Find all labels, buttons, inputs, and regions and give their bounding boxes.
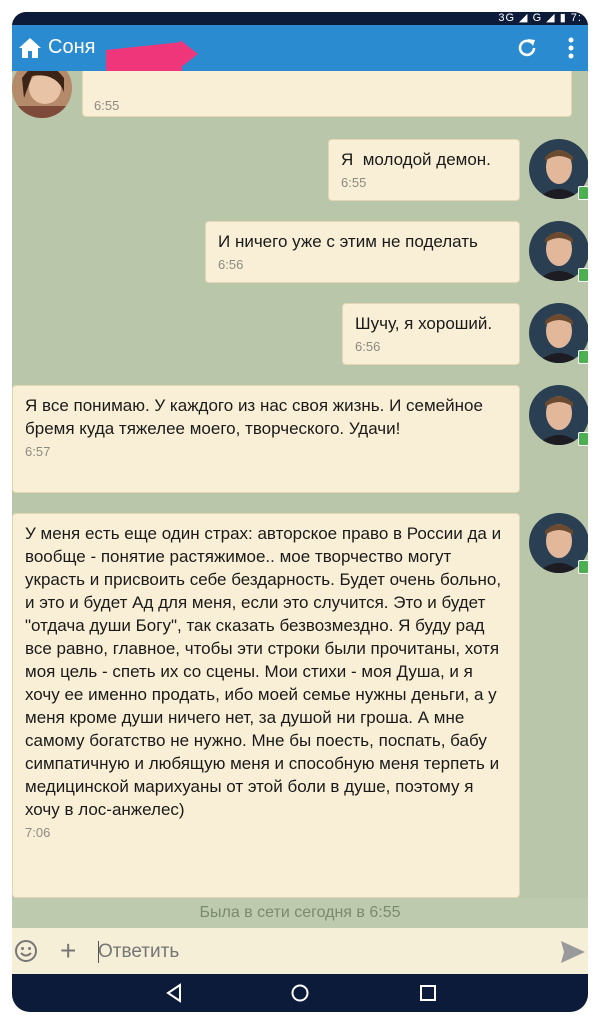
message-time: 6:56 (218, 257, 244, 272)
message-composer (12, 928, 588, 974)
message-time: 6:55 (341, 175, 367, 190)
status-indicators: 3G ◢ G ◢ ▮ 7: (498, 12, 582, 24)
online-indicator (578, 560, 588, 574)
back-icon[interactable] (164, 983, 184, 1003)
attach-plus-icon[interactable]: + (60, 935, 77, 966)
app-bar (12, 25, 588, 71)
contact-avatar[interactable] (12, 71, 72, 118)
send-icon[interactable] (560, 940, 586, 964)
redaction-mark-tip (180, 40, 198, 68)
message-text: Я все понимаю. У каждого из нас своя жизнь. И семейное бремя куда тяжелее моего, творческого. Удачи! (25, 396, 488, 438)
phone-screen (12, 12, 588, 1012)
message-list[interactable] (12, 71, 588, 898)
message-bubble[interactable] (205, 221, 520, 283)
system-navigation-bar (12, 974, 588, 1012)
overflow-menu-icon[interactable] (568, 37, 574, 59)
message-time: 7:06 (25, 825, 51, 840)
message-text: Я молодой демон. (341, 150, 491, 169)
message-time: 6:56 (355, 339, 381, 354)
message-text: И ничего уже с этим не поделать (218, 232, 478, 251)
online-indicator (578, 350, 588, 364)
message-bubble[interactable] (12, 513, 520, 898)
chat-title: Соня (48, 36, 96, 58)
message-text: Шучу, я хороший. (355, 314, 493, 333)
message-text: У меня есть еще один страх: авторское право в России да и вообще - понятие растяжимое.. мое творчество могут украсть и присвоить себе бездарность. Будет очень больно, и это и будет Ад для меня, если это случится. Это и будет "отдача души Богу", так сказать безвозмездно. Я буду рад все равно, главное, чтобы эти строки были прочитаны, хотя моя цель - спеть их со сцены. Мои стихи - моя Душа, и я хочу ее именно продать, ибо моей семье нужны деньги, а у меня кроме души ничего нет, за душой ни гроша. А мне самому богатство не нужно. Мне бы поесть, поспать, бабу симпатичную и любящую меня и способную меня терпеть и медицинской марихуаны от этой боли в душе, поэтому я хочу в лос-анжелес) (25, 524, 506, 819)
home-icon[interactable] (18, 37, 42, 59)
emoji-icon[interactable] (14, 939, 38, 963)
message-bubble[interactable] (82, 71, 572, 117)
message-time: 6:57 (25, 444, 51, 459)
online-indicator (578, 186, 588, 200)
message-bubble[interactable] (12, 385, 520, 493)
refresh-icon[interactable] (516, 37, 538, 59)
reply-input[interactable] (96, 936, 540, 968)
message-time: 6:55 (94, 98, 120, 113)
online-indicator (578, 432, 588, 446)
message-bubble[interactable] (328, 139, 520, 201)
recent-apps-icon[interactable] (418, 983, 438, 1003)
home-circle-icon[interactable] (290, 983, 310, 1003)
online-indicator (578, 268, 588, 282)
text-cursor (98, 941, 99, 963)
last-seen-status: Была в сети сегодня в 6:55 (12, 898, 588, 928)
status-bar (12, 12, 588, 25)
message-bubble[interactable] (342, 303, 520, 365)
